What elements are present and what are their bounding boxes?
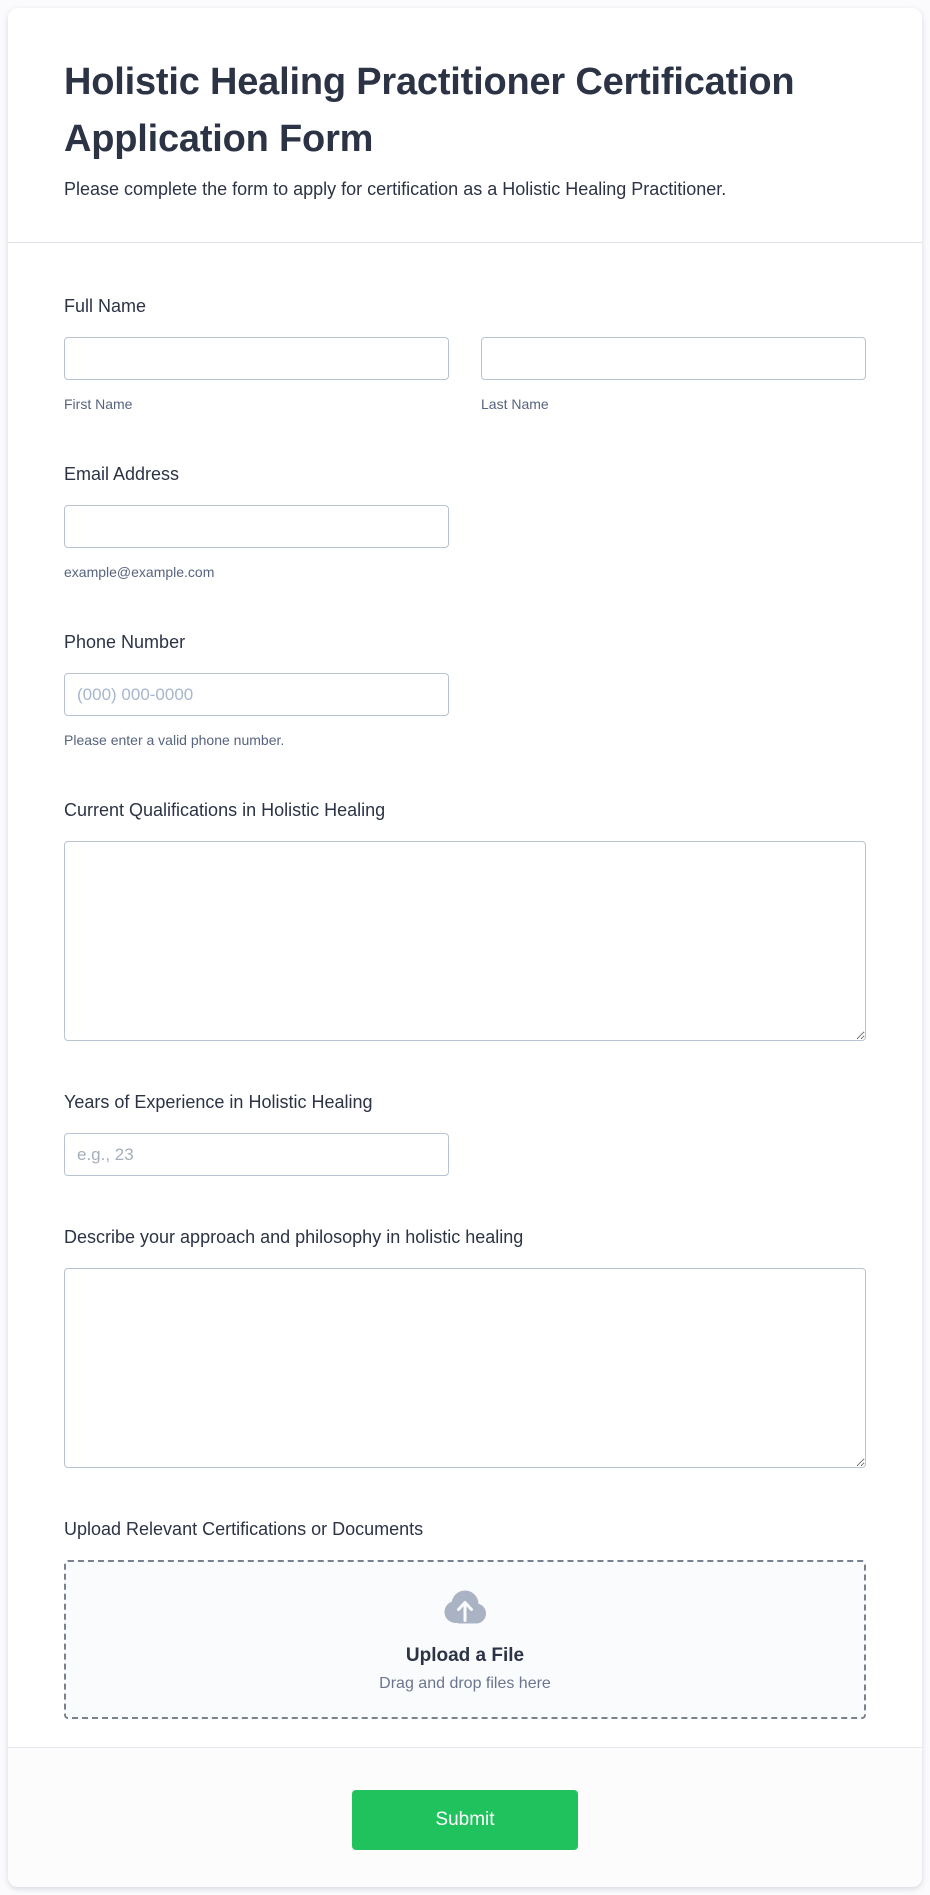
experience-input[interactable] [64, 1133, 449, 1176]
last-name-col [481, 337, 866, 413]
form-body [8, 243, 922, 1719]
form-footer [8, 1747, 922, 1887]
approach-textarea[interactable] [64, 1268, 866, 1468]
question-approach [64, 1226, 866, 1468]
phone-label: Phone Number [64, 632, 186, 652]
full-name-row [64, 337, 866, 413]
cloud-upload-icon [439, 1587, 491, 1632]
question-upload [64, 1518, 866, 1719]
last-name-input[interactable] [481, 337, 866, 380]
question-phone [64, 631, 866, 749]
qualifications-label: Current Qualifications in Holistic Healing [64, 800, 386, 820]
qualifications-textarea[interactable] [64, 841, 866, 1041]
email-sublabel: example@example.com [64, 564, 215, 580]
first-name-sublabel: First Name [64, 396, 133, 412]
upload-title: Upload a File [405, 1644, 525, 1666]
email-label: Email Address [64, 464, 180, 484]
question-email [64, 463, 866, 581]
question-qualifications [64, 799, 866, 1041]
form-card [8, 8, 922, 1887]
approach-label: Describe your approach and philosophy in holistic healing [64, 1227, 524, 1247]
first-name-input[interactable] [64, 337, 449, 380]
full-name-label: Full Name [64, 296, 147, 316]
email-input[interactable] [64, 505, 449, 548]
form-title: Holistic Healing Practitioner Certification Application Form [64, 61, 795, 160]
submit-button[interactable]: Submit [352, 1790, 578, 1850]
upload-hint: Drag and drop files here [379, 1674, 551, 1692]
question-full-name [64, 295, 866, 413]
upload-label: Upload Relevant Certifications or Documents [64, 1519, 424, 1539]
phone-sublabel: Please enter a valid phone number. [64, 732, 285, 748]
last-name-sublabel: Last Name [481, 396, 549, 412]
form-subtitle: Please complete the form to apply for certification as a Holistic Healing Practitioner. [64, 179, 727, 199]
first-name-col [64, 337, 449, 413]
phone-input[interactable] [64, 673, 449, 716]
phone-col [64, 673, 449, 749]
email-col [64, 505, 449, 581]
file-upload-dropzone[interactable] [64, 1560, 866, 1719]
experience-col [64, 1133, 449, 1176]
question-experience [64, 1091, 866, 1176]
form-header [8, 8, 922, 243]
experience-label: Years of Experience in Holistic Healing [64, 1092, 373, 1112]
